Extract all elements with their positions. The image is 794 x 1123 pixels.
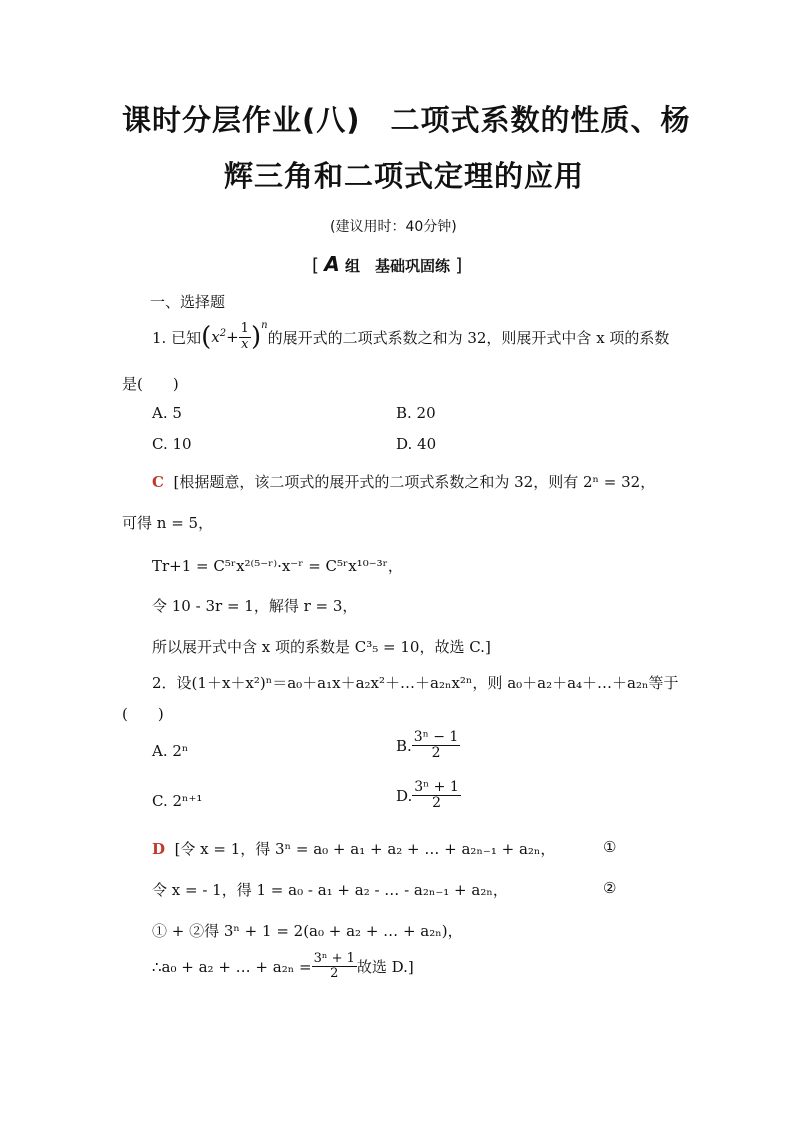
q2-solution-line2: 令 x = - 1，得 1 = a₀ - a₁ + a₂ - … - a₂ₙ₋₁ + a₂ₙ，: [152, 881, 508, 899]
left-paren: (: [201, 322, 212, 352]
q1-solution-line3: Tr+1 = C⁵ʳx²⁽⁵⁻ʳ⁾·x⁻ʳ = C⁵ʳx¹⁰⁻³ʳ，: [152, 557, 403, 575]
q2-option-b-fraction: [412, 730, 461, 762]
q2-solution-line1: [152, 838, 555, 859]
q1-sol1: [根据题意，该二项式的展开式的二项式系数之和为 32，则有 2ⁿ = 32，: [173, 473, 656, 491]
q2-option-b-num: 3ⁿ − 1: [413, 729, 459, 745]
page-title-line2: 辉三角和二项式定理的应用: [224, 159, 585, 193]
q1-suffix: 的展开式的二项式系数之和为 32，则展开式中含 x 项的系数: [267, 328, 670, 347]
q2-sol1: [令 x = 1，得 3ⁿ = a₀ + a₁ + a₂ + … + a₂ₙ₋₁ + a₂ₙ，: [174, 840, 556, 858]
q1-solution-line4: 令 10 - 3r = 1，解得 r = 3，: [152, 597, 358, 615]
q1-solution-line2: 可得 n = 5，: [122, 514, 214, 532]
q2-sol4-num: 3ⁿ + 1: [313, 951, 355, 966]
q1-x2: $x^2+$: [211, 328, 239, 346]
suggested-time: (建议用时：40分钟): [330, 219, 457, 235]
q2-sol4-fraction: [312, 952, 357, 982]
q2-answer: D: [152, 840, 166, 858]
q2-option-c: C. 2ⁿ⁺¹: [152, 792, 203, 810]
q1-answer: C: [152, 473, 164, 491]
q2-sol4-suffix: 故选 D.]: [356, 958, 414, 977]
q1-solution-line1: [152, 471, 655, 492]
q2-solution-line4: [152, 952, 414, 982]
q2-stem: 2．设(1＋x＋x²)ⁿ＝a₀＋a₁x＋a₂x²＋…＋a₂ₙx²ⁿ，则 a₀＋a₂＋a₄＋…＋a₂ₙ等于: [152, 674, 679, 692]
q1-option-b: B. 20: [396, 404, 436, 422]
q2-option-d-fraction: [412, 780, 461, 812]
q1-fraction: $\frac{1}{x}$: [240, 321, 249, 352]
q2-option-b: [396, 730, 460, 762]
q1-exponent: n: [261, 319, 268, 331]
q2-option-b-label: B.: [396, 736, 412, 755]
group-letter: A: [324, 252, 340, 276]
right-paren: ): [250, 322, 262, 352]
q2-cont: ( ): [122, 705, 164, 723]
section-header: [312, 252, 462, 276]
group-label: 组 基础巩固练: [344, 257, 450, 275]
q1-solution-line5: 所以展开式中含 x 项的系数是 C³₅ = 10，故选 C.]: [152, 638, 491, 656]
q1-prefix: 1. 已知: [152, 328, 202, 347]
equation-marker-1: ①: [603, 838, 617, 856]
q2-solution-line3: ① + ②得 3ⁿ + 1 = 2(a₀ + a₂ + … + a₂ₙ)，: [152, 922, 463, 940]
q1-option-c: C. 10: [152, 435, 192, 453]
q2-option-d: [396, 780, 461, 812]
q1-stem: [152, 319, 670, 352]
q1-option-d: D. 40: [396, 435, 437, 453]
q2-option-b-den: 2: [431, 745, 441, 762]
bracket-close: ]: [455, 255, 463, 276]
bracket-open: [: [312, 255, 320, 276]
q2-sol4-prefix: ∴a₀ + a₂ + … + a₂ₙ =: [152, 957, 312, 976]
q1-cont: 是( ): [122, 375, 179, 393]
q1-option-a: A. 5: [152, 404, 182, 422]
q2-option-d-num: 3ⁿ + 1: [414, 779, 459, 795]
q2-sol4-den: 2: [330, 966, 339, 982]
equation-marker-2: ②: [603, 879, 617, 897]
part-heading: 一、选择题: [150, 293, 226, 311]
page-title-line1: 课时分层作业(八) 二项式系数的性质、杨: [122, 103, 691, 137]
q2-option-d-label: D.: [396, 786, 413, 805]
q2-option-d-den: 2: [432, 795, 441, 812]
q2-option-a: A. 2ⁿ: [152, 742, 189, 760]
